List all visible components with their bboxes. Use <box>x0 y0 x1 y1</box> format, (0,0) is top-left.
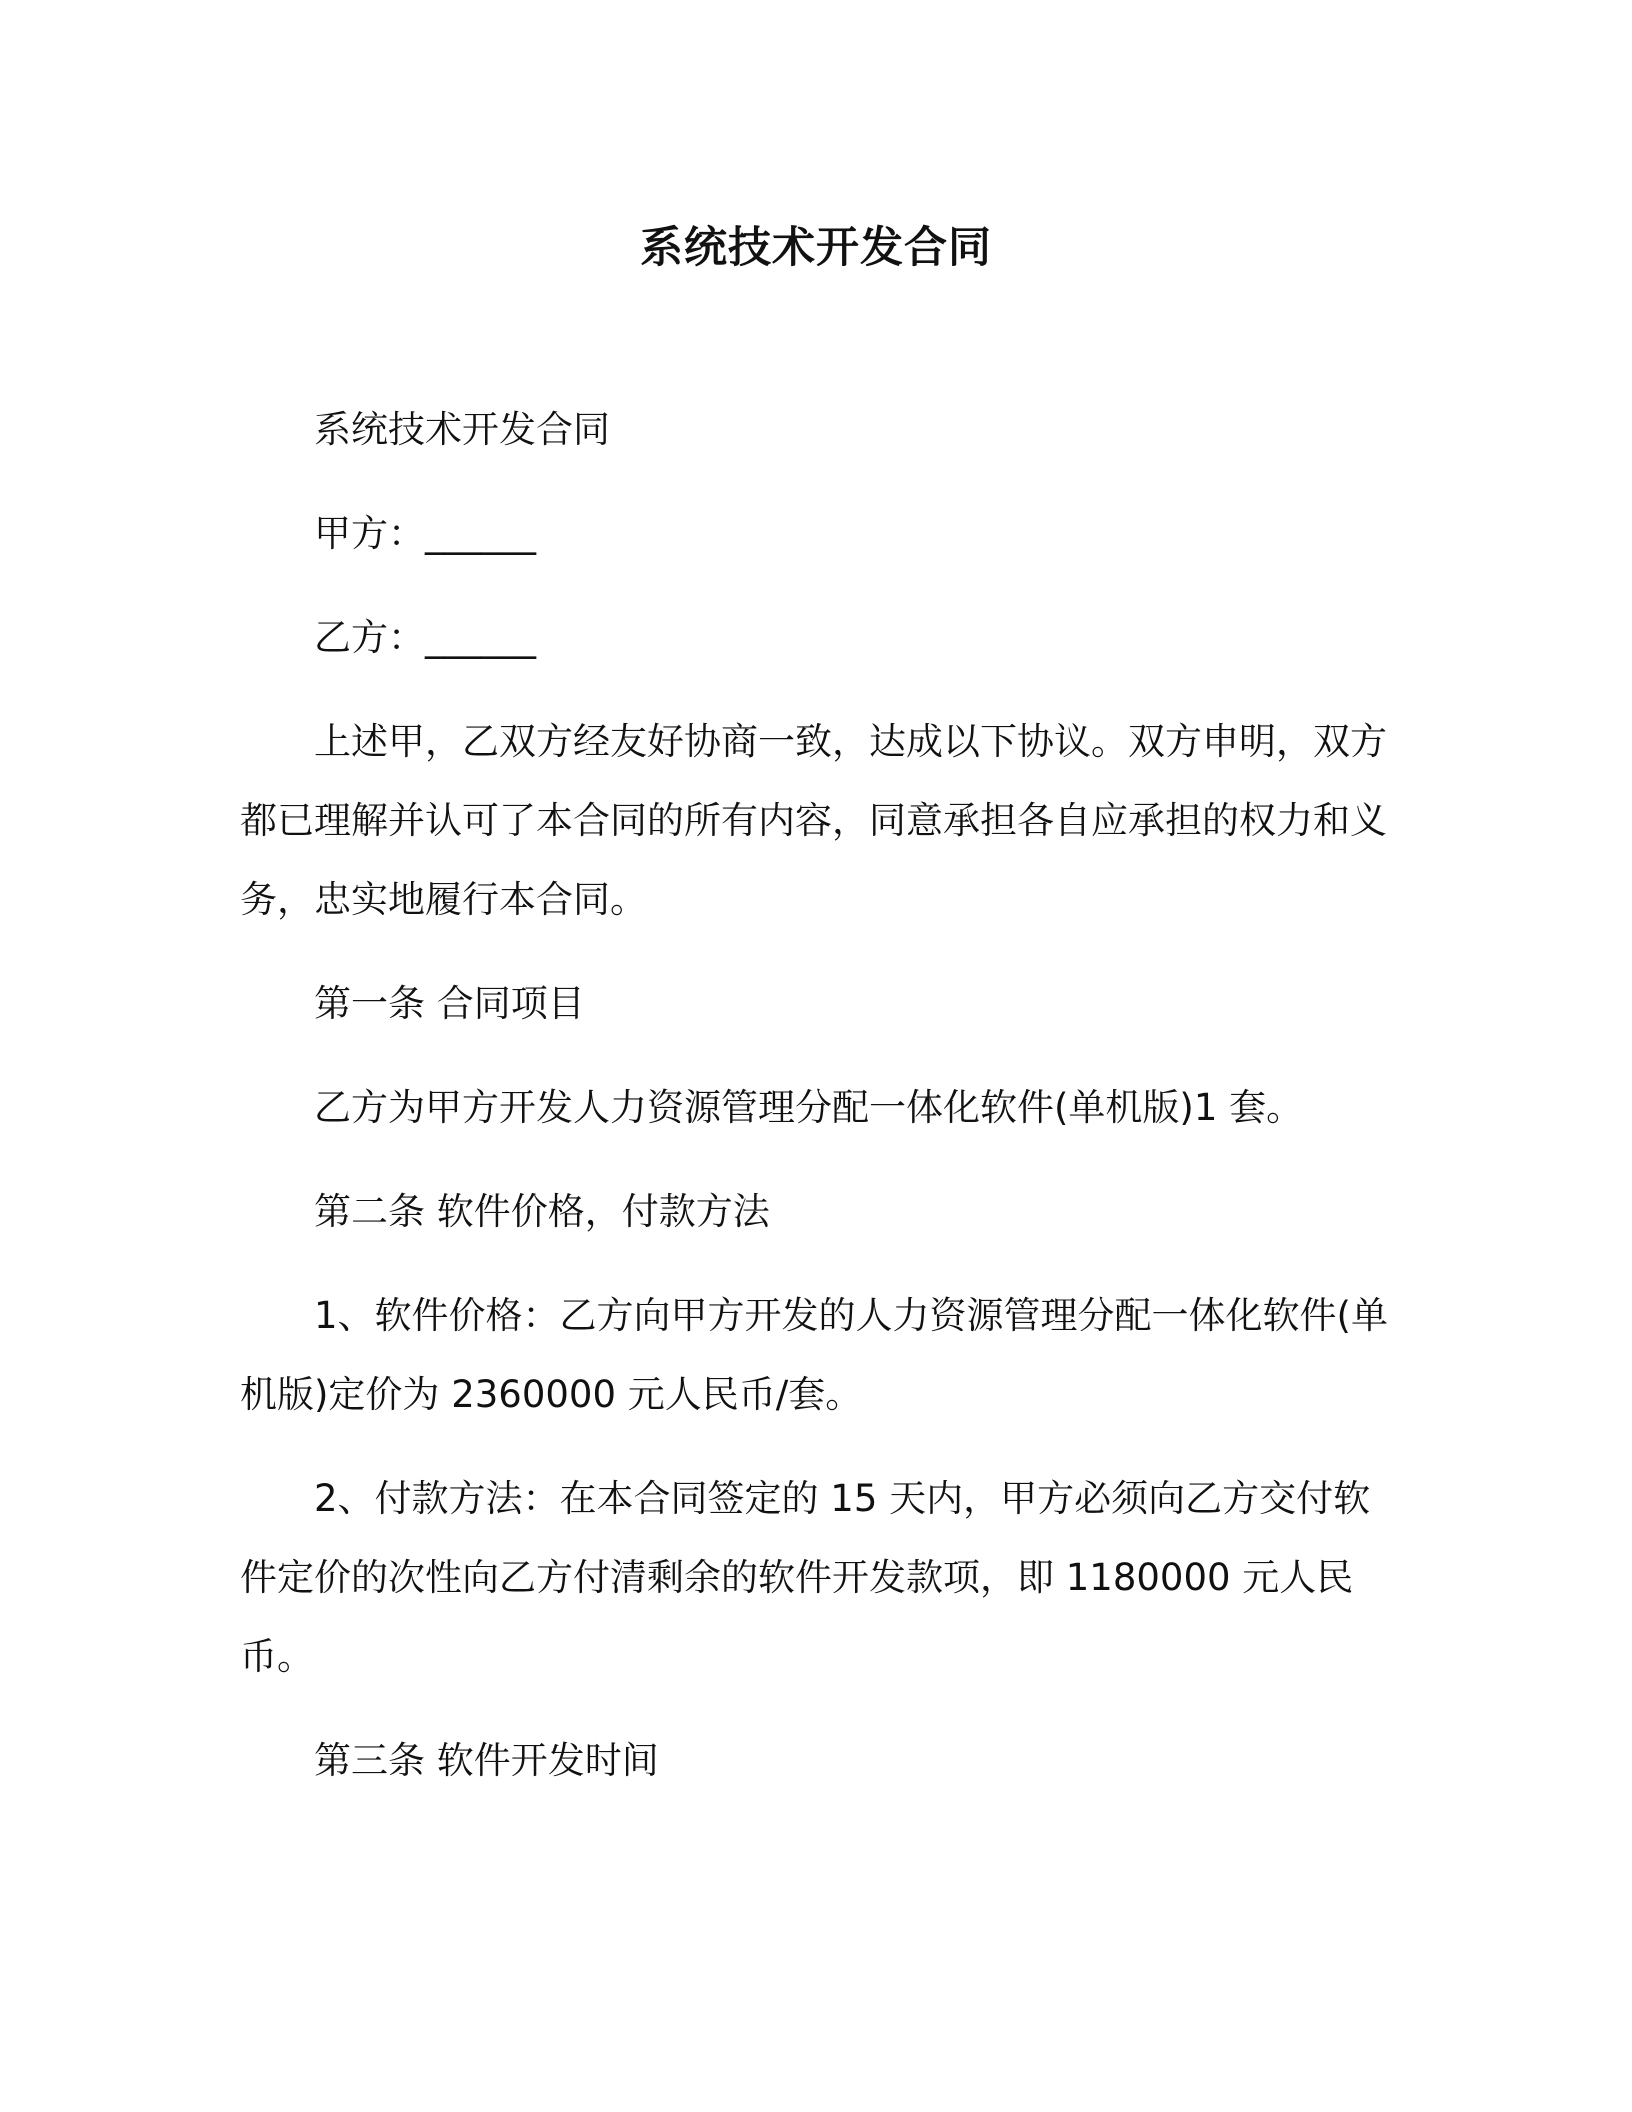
article-one-heading: 第一条 合同项目 <box>314 982 585 1025</box>
party-b-line: 乙方：______ <box>314 616 536 659</box>
article-three-heading: 第三条 软件开发时间 <box>314 1739 659 1782</box>
article-one-paragraph: 乙方为甲方开发人力资源管理分配一体化软件(单机版)1 套。 <box>314 1086 1304 1129</box>
agreement-preamble-paragraph: 上述甲，乙双方经友好协商一致，达成以下协议。双方申明，双方都已理解并认可了本合同的所有内容，同意承担各自应承担的权力和义务，忠实地履行本合同。 <box>240 720 1387 921</box>
subtitle-paragraph: 系统技术开发合同 <box>314 408 610 451</box>
document-body <box>240 390 1400 1825</box>
software-price-paragraph: 1、软件价格：乙方向甲方开发的人力资源管理分配一体化软件(单机版)定价为 2360000 元人民币/套。 <box>240 1294 1388 1416</box>
party-a-line: 甲方：______ <box>314 512 536 555</box>
article-two-heading: 第二条 软件价格，付款方法 <box>314 1190 770 1233</box>
payment-method-paragraph: 2、付款方法：在本合同签定的 15 天内，甲方必须向乙方交付软件定价的次性向乙方付清剩余的软件开发款项，即 1180000 元人民币。 <box>240 1477 1371 1678</box>
document-title: 系统技术开发合同 <box>640 223 992 273</box>
